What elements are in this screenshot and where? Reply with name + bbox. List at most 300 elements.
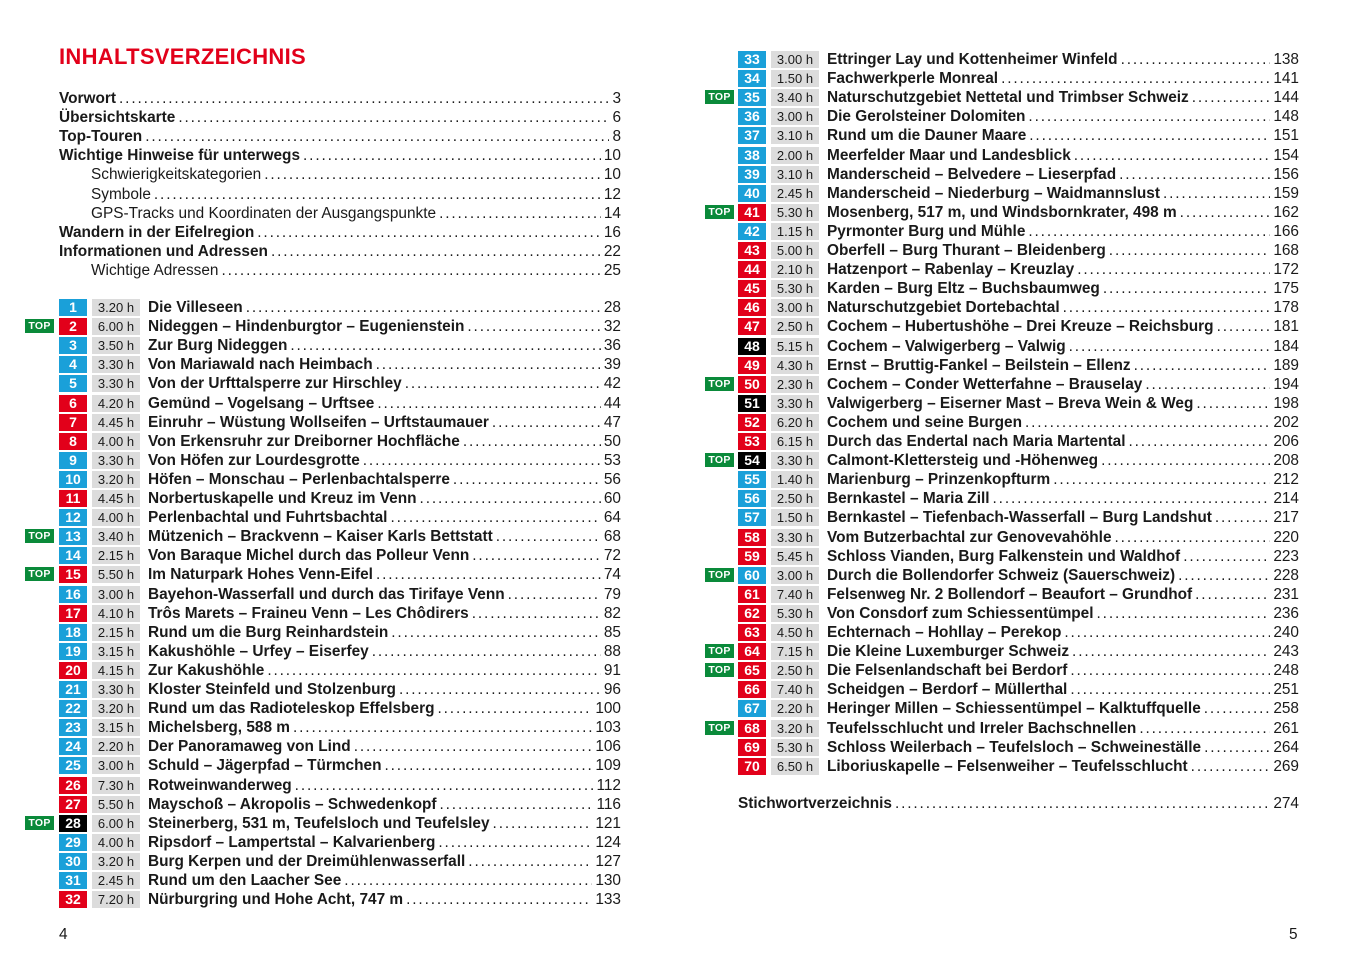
tour-duration: 4.00 h (92, 509, 140, 526)
tour-number: 41 (738, 204, 766, 221)
tour-number: 5 (59, 375, 87, 392)
dot-leader (1195, 585, 1270, 604)
tour-row[interactable] (0, 336, 680, 355)
tour-page: 96 (603, 681, 621, 698)
dot-leader (391, 623, 601, 642)
tour-duration: 2.20 h (771, 700, 819, 717)
tour-row[interactable] (680, 50, 1359, 69)
tour-row[interactable] (0, 470, 680, 489)
dot-leader (354, 737, 593, 756)
tour-entry (827, 88, 1299, 107)
tour-duration: 2.15 h (92, 547, 140, 564)
tour-page: 109 (595, 757, 621, 775)
tour-row[interactable] (680, 165, 1359, 184)
tour-title: Cochem – Valwigerberg – Valwig (827, 337, 1066, 355)
tour-number: 62 (738, 605, 766, 622)
tour-title: Von Höfen zur Lourdesgrotte (148, 451, 360, 469)
tour-entry (827, 432, 1299, 451)
tour-duration: 3.30 h (92, 375, 140, 392)
tour-page: 159 (1273, 184, 1299, 202)
tour-entry (827, 566, 1299, 585)
toc-entry[interactable] (91, 185, 621, 204)
toc-entry[interactable] (91, 261, 621, 280)
tour-row[interactable] (0, 489, 680, 508)
tour-entry (827, 719, 1299, 738)
tour-row[interactable] (0, 699, 680, 718)
tour-page: 60 (603, 490, 621, 507)
tour-duration: 4.50 h (771, 624, 819, 641)
dot-leader (467, 317, 600, 336)
tour-page: 178 (1273, 299, 1299, 317)
tour-duration: 5.45 h (771, 548, 819, 565)
tour-row[interactable] (680, 757, 1359, 776)
tour-duration: 2.45 h (771, 185, 819, 202)
tour-title: Durch das Endertal nach Maria Martental (827, 433, 1126, 450)
toc-entry-title: GPS-Tracks und Koordinaten der Ausgangspunkte (91, 204, 437, 222)
tour-title: Von Mariawald nach Heimbach (148, 356, 373, 374)
tour-entry (148, 718, 621, 737)
tour-number: 11 (59, 490, 87, 507)
tour-duration: 3.00 h (92, 586, 140, 603)
top-badge: TOP (705, 453, 734, 467)
tour-page: 261 (1273, 719, 1299, 737)
tour-page: 151 (1273, 127, 1299, 145)
tour-page: 264 (1273, 738, 1299, 756)
tour-row[interactable] (0, 680, 680, 699)
tour-row[interactable] (0, 317, 680, 336)
tour-row[interactable] (680, 451, 1359, 470)
dot-leader (496, 527, 601, 546)
tour-row[interactable] (0, 585, 680, 604)
tour-number: 30 (59, 853, 87, 870)
tour-entry (827, 642, 1299, 661)
tour-number: 17 (59, 605, 87, 622)
tour-title: Zur Kakushöhle (148, 661, 265, 679)
tour-row[interactable] (0, 756, 680, 775)
tour-title: Felsenweg Nr. 2 Bollendorf – Beaufort – Grundhof (827, 585, 1193, 603)
tour-number: 69 (738, 739, 766, 756)
tour-title: Steinerberg, 531 m, Teufelsloch und Teufelsley (148, 814, 490, 832)
toc-entry[interactable] (59, 89, 621, 108)
tour-page: 206 (1273, 433, 1299, 450)
tour-page: 208 (1273, 452, 1299, 470)
tour-row[interactable] (0, 737, 680, 756)
dot-leader (1097, 604, 1271, 623)
tour-page: 258 (1273, 700, 1299, 718)
dot-leader (344, 871, 592, 890)
dot-leader (406, 890, 592, 909)
tour-duration: 3.15 h (92, 643, 140, 660)
toc-entry-page: 14 (603, 204, 621, 222)
dot-leader (1069, 337, 1271, 356)
tour-row[interactable] (680, 375, 1359, 394)
toc-entry-title: Symbole (91, 185, 151, 203)
tour-row[interactable] (0, 374, 680, 393)
dot-leader (1163, 184, 1270, 203)
tour-number: 47 (738, 318, 766, 335)
tour-title: Rund um die Dauner Maare (827, 127, 1027, 145)
tour-page: 194 (1273, 375, 1299, 393)
toc-entry-page: 10 (603, 147, 621, 165)
tour-duration: 2.20 h (92, 738, 140, 755)
tour-entry (148, 298, 621, 317)
tour-entry (148, 565, 621, 584)
dot-leader (377, 394, 601, 413)
tour-number: 49 (738, 357, 766, 374)
tour-duration: 3.30 h (92, 452, 140, 469)
tour-title: Rund um das Radioteleskop Effelsberg (148, 700, 435, 718)
tour-row[interactable] (680, 719, 1359, 738)
tour-number: 57 (738, 509, 766, 526)
tour-row[interactable] (680, 623, 1359, 642)
dot-leader (264, 165, 601, 184)
tour-row[interactable] (680, 547, 1359, 566)
tour-entry (827, 585, 1299, 604)
tour-page: 243 (1273, 643, 1299, 661)
dot-leader (376, 565, 601, 584)
tour-number: 58 (738, 529, 766, 546)
tour-page: 116 (596, 795, 621, 813)
tour-row[interactable] (680, 241, 1359, 260)
tour-entry (148, 336, 621, 355)
tour-page: 251 (1273, 681, 1299, 699)
tour-row[interactable] (0, 546, 680, 565)
tour-page: 50 (603, 432, 621, 450)
tour-row[interactable] (0, 795, 680, 814)
tour-page: 82 (603, 604, 621, 622)
toc-entry-title: Wichtige Hinweise für unterwegs (59, 147, 301, 165)
dot-leader (267, 661, 601, 680)
tour-page: 91 (603, 661, 621, 679)
tour-row[interactable] (680, 585, 1359, 604)
tour-duration: 3.00 h (92, 757, 140, 774)
tour-duration: 3.00 h (771, 567, 819, 584)
tour-title: Trôs Marets – Fraineu Venn – Les Chôdirers (148, 604, 469, 622)
tour-row[interactable] (0, 298, 680, 317)
tour-page: 88 (603, 642, 621, 660)
dot-leader (145, 127, 609, 146)
tour-row[interactable] (0, 432, 680, 451)
tour-duration: 3.30 h (771, 529, 819, 546)
tour-entry (148, 680, 621, 699)
toc-entry[interactable] (59, 242, 621, 261)
tour-title: Heringer Millen – Schiessentümpel – Kalktuffquelle (827, 700, 1201, 718)
tour-title: Höfen – Monschau – Perlenbachtalsperre (148, 470, 450, 488)
page-number-left: 4 (59, 926, 68, 943)
tour-row[interactable] (680, 88, 1359, 107)
tour-row[interactable] (680, 470, 1359, 489)
tour-row[interactable] (680, 279, 1359, 298)
tour-title: Rund um die Burg Reinhardstein (148, 623, 389, 641)
tour-entry (827, 222, 1299, 241)
tour-page: 175 (1273, 280, 1299, 298)
dot-leader (1192, 88, 1271, 107)
tour-entry (827, 757, 1299, 776)
tour-row[interactable] (0, 642, 680, 661)
tour-number: 53 (738, 433, 766, 450)
toc-entry[interactable] (59, 108, 621, 127)
tour-duration: 6.00 h (92, 815, 140, 832)
tour-number: 8 (59, 433, 87, 450)
dot-leader (384, 756, 592, 775)
index-entry[interactable] (738, 794, 1299, 813)
tour-entry (827, 451, 1299, 470)
tour-page: 100 (595, 700, 621, 718)
dot-leader (1119, 165, 1270, 184)
tour-duration: 6.50 h (771, 758, 819, 775)
tour-row[interactable] (0, 623, 680, 642)
tour-row[interactable] (680, 699, 1359, 718)
tour-page: 144 (1273, 89, 1299, 107)
tour-row[interactable] (680, 337, 1359, 356)
top-badge: TOP (705, 205, 734, 219)
tour-entry (827, 165, 1299, 184)
tour-number: 27 (59, 796, 87, 813)
tour-title: Perlenbachtal und Fuhrtsbachtal (148, 509, 388, 527)
dot-leader (295, 776, 594, 795)
tour-row[interactable] (0, 413, 680, 432)
tour-title: Von Baraque Michel durch das Polleur Venn (148, 547, 470, 565)
tour-row[interactable] (0, 718, 680, 737)
dot-leader (1001, 69, 1270, 88)
tour-row[interactable] (680, 413, 1359, 432)
tour-page: 156 (1273, 165, 1299, 183)
tour-duration: 2.15 h (92, 624, 140, 641)
tour-row[interactable] (680, 146, 1359, 165)
dot-leader (1029, 126, 1270, 145)
tour-title: Mützenich – Brackvenn – Kaiser Karls Bettstatt (148, 528, 493, 546)
dot-leader (1064, 623, 1270, 642)
tour-page: 212 (1273, 471, 1299, 489)
tour-row[interactable] (0, 871, 680, 890)
tour-duration: 6.20 h (771, 414, 819, 431)
tour-page: 28 (603, 299, 621, 316)
tour-row[interactable] (0, 451, 680, 470)
tour-title: Schloss Vianden, Burg Falkenstein und Waldhof (827, 547, 1181, 565)
toc-entry[interactable] (59, 127, 621, 146)
dot-leader (1115, 528, 1271, 547)
tour-number: 21 (59, 681, 87, 698)
dot-leader (463, 432, 601, 451)
tour-page: 184 (1273, 337, 1299, 355)
dot-leader (257, 223, 601, 242)
tour-duration: 3.30 h (92, 356, 140, 373)
tour-duration: 4.00 h (92, 433, 140, 450)
toc-entry[interactable] (59, 146, 621, 165)
tour-number: 67 (738, 700, 766, 717)
tour-number: 61 (738, 586, 766, 603)
toc-entry[interactable] (91, 204, 621, 223)
tour-row[interactable] (680, 508, 1359, 527)
tour-row[interactable] (680, 317, 1359, 336)
tour-entry (148, 374, 621, 393)
tour-duration: 5.30 h (771, 204, 819, 221)
tour-number: 15 (59, 566, 87, 583)
toc-entry-page: 6 (612, 109, 621, 127)
tour-duration: 5.30 h (771, 280, 819, 297)
tour-number: 32 (59, 891, 87, 908)
tour-row[interactable] (680, 680, 1359, 699)
tour-page: 181 (1273, 318, 1299, 336)
tour-page: 138 (1273, 51, 1299, 68)
tour-page: 148 (1273, 108, 1299, 126)
tour-number: 31 (59, 872, 87, 889)
tour-row[interactable] (680, 642, 1359, 661)
tour-row[interactable] (0, 833, 680, 852)
tour-duration: 2.00 h (771, 147, 819, 164)
toc-entry-title: Schwierigkeitskategorien (91, 166, 262, 184)
tour-page: 124 (595, 833, 621, 851)
tour-number: 6 (59, 395, 87, 412)
tour-duration: 7.20 h (92, 891, 140, 908)
tour-number: 19 (59, 643, 87, 660)
tour-entry (827, 279, 1299, 298)
tour-page: 240 (1273, 624, 1299, 641)
tour-row[interactable] (680, 566, 1359, 585)
tour-title: Einruhr – Wüstung Wollseifen – Urftstaumauer (148, 413, 489, 431)
tour-entry (148, 546, 621, 565)
tour-row[interactable] (680, 604, 1359, 623)
tour-row[interactable] (0, 604, 680, 623)
tour-entry (148, 833, 621, 852)
dot-leader (376, 355, 601, 374)
tour-entry (827, 680, 1299, 699)
tour-duration: 3.20 h (92, 471, 140, 488)
dot-leader (399, 680, 601, 699)
tour-page: 127 (595, 852, 621, 870)
tour-row[interactable] (680, 394, 1359, 413)
dot-leader (1129, 432, 1271, 451)
tour-row[interactable] (680, 126, 1359, 145)
tour-page: 154 (1273, 146, 1299, 164)
tour-row[interactable] (680, 222, 1359, 241)
tour-row[interactable] (680, 260, 1359, 279)
tour-page: 39 (603, 356, 621, 374)
tour-row[interactable] (0, 355, 680, 374)
tour-row[interactable] (680, 203, 1359, 222)
tour-row[interactable] (0, 565, 680, 584)
tour-duration: 5.50 h (92, 796, 140, 813)
tour-row[interactable] (0, 661, 680, 680)
tour-title: Nürburgring und Hohe Acht, 747 m (148, 891, 404, 909)
tour-duration: 3.00 h (771, 51, 819, 68)
tour-row[interactable] (0, 814, 680, 833)
tour-row[interactable] (680, 356, 1359, 375)
tour-page: 85 (603, 623, 621, 641)
tour-page: 47 (603, 413, 621, 431)
tour-page: 121 (595, 814, 621, 832)
tour-row[interactable] (680, 528, 1359, 547)
tour-title: Cochem – Hubertushöhe – Drei Kreuze – Reichsburg (827, 318, 1214, 336)
tour-number: 56 (738, 490, 766, 507)
toc-entry-title: Wandern in der Eifelregion (59, 223, 255, 241)
tour-duration: 4.15 h (92, 662, 140, 679)
page-number-right: 5 (1289, 926, 1298, 943)
tour-row[interactable] (0, 852, 680, 871)
tour-page: 74 (603, 566, 621, 584)
tour-row[interactable] (680, 69, 1359, 88)
tour-title: Teufelsschlucht und Irreler Bachschnellen (827, 719, 1137, 737)
tour-page: 223 (1273, 547, 1299, 565)
tour-row[interactable] (680, 661, 1359, 680)
tour-duration: 5.15 h (771, 338, 819, 355)
tour-row[interactable] (680, 432, 1359, 451)
top-badge: TOP (705, 663, 734, 677)
tour-number: 48 (738, 338, 766, 355)
dot-leader (1028, 222, 1270, 241)
toc-entry[interactable] (59, 223, 621, 242)
tour-number: 60 (738, 567, 766, 584)
tour-row[interactable] (680, 489, 1359, 508)
tour-duration: 1.15 h (771, 223, 819, 240)
tour-duration: 7.30 h (92, 777, 140, 794)
tour-title: Liboriuskapelle – Felsenweiher – Teufelsschlucht (827, 757, 1188, 775)
tour-entry (827, 260, 1299, 279)
top-badge: TOP (705, 644, 734, 658)
tour-entry (827, 298, 1299, 317)
tour-row[interactable] (0, 508, 680, 527)
top-badge: TOP (705, 568, 734, 582)
tour-number: 64 (738, 643, 766, 660)
tour-title: Rund um den Laacher See (148, 872, 342, 889)
top-badge: TOP (705, 90, 734, 104)
tour-entry (148, 699, 621, 718)
tour-page: 214 (1273, 490, 1299, 508)
tour-number: 18 (59, 624, 87, 641)
tour-duration: 3.30 h (771, 452, 819, 469)
tour-row[interactable] (680, 184, 1359, 203)
tour-page: 68 (603, 528, 621, 546)
tour-row[interactable] (680, 107, 1359, 126)
tour-title: Schuld – Jägerpfad – Türmchen (148, 757, 382, 775)
tour-duration: 4.00 h (92, 834, 140, 851)
tour-duration: 3.30 h (92, 681, 140, 698)
tour-number: 37 (738, 127, 766, 144)
tour-page: 32 (603, 318, 621, 336)
tour-title: Michelsberg, 588 m (148, 719, 290, 737)
tour-row[interactable] (0, 776, 680, 795)
tour-number: 26 (59, 777, 87, 794)
tour-row[interactable] (0, 394, 680, 413)
tour-entry (827, 604, 1299, 623)
tour-title: Ripsdorf – Lampertstal – Kalvarienberg (148, 833, 436, 851)
tour-entry (148, 776, 621, 795)
dot-leader (1196, 394, 1270, 413)
top-badge: TOP (705, 377, 734, 391)
tour-row[interactable] (0, 890, 680, 909)
tour-duration: 4.20 h (92, 395, 140, 412)
tour-entry (148, 604, 621, 623)
dot-leader (493, 814, 593, 833)
toc-entry[interactable] (91, 165, 621, 184)
dot-leader (293, 718, 592, 737)
tour-entry (827, 413, 1299, 432)
tour-number: 45 (738, 280, 766, 297)
page-title: INHALTSVERZEICHNIS (59, 44, 307, 69)
tour-row[interactable] (680, 298, 1359, 317)
tour-title: Kakushöhle – Urfey – Eiserfey (148, 642, 369, 660)
tour-row[interactable] (680, 738, 1359, 757)
tour-duration: 5.50 h (92, 566, 140, 583)
dot-leader (508, 585, 601, 604)
tour-row[interactable] (0, 527, 680, 546)
tour-entry (827, 126, 1299, 145)
toc-entry-page: 12 (603, 185, 621, 203)
tour-entry (148, 871, 621, 890)
tour-entry (148, 508, 621, 527)
dot-leader (178, 108, 609, 127)
dot-leader (1121, 50, 1271, 69)
